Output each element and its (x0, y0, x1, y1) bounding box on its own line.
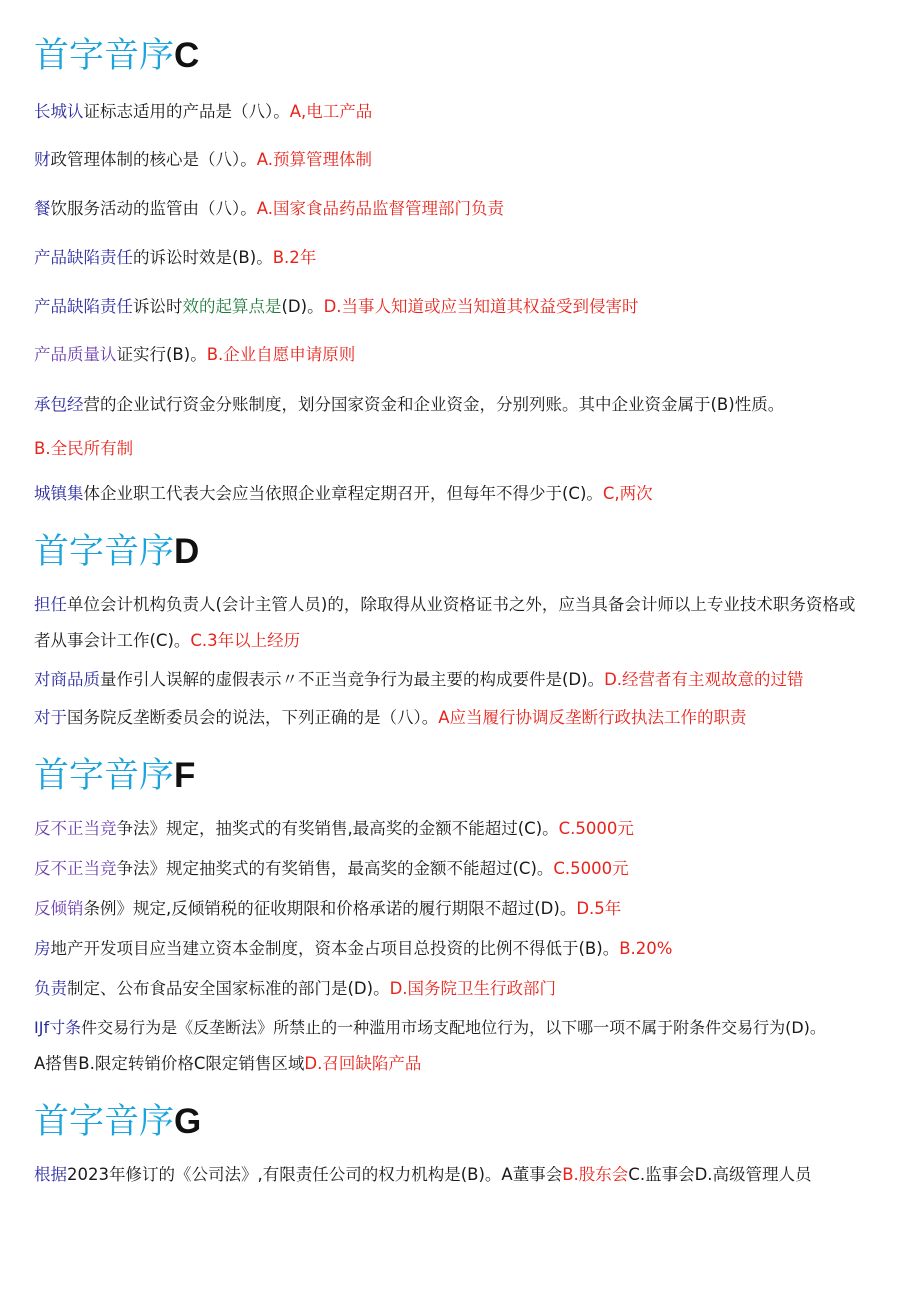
question-lead: 担任 (34, 595, 67, 614)
question-lead: 负责 (34, 979, 67, 998)
question-lead: 产品质量认 (34, 345, 117, 364)
question-text: 量作引人误解的虚假表示〃不正当竞争行为最主要的构成要件是(D)。 (100, 670, 605, 689)
qa-line (34, 148, 372, 172)
question-text: A搭售B.限定转销价格C限定销售区域 (34, 1054, 305, 1073)
question-text: 体企业职工代表大会应当依照企业章程定期召开，但每年不得少于(C)。 (83, 484, 603, 503)
question-lead: 房 (34, 939, 51, 958)
qa-line (34, 482, 653, 506)
qa-line (34, 977, 556, 1001)
answer-text: B.企业自愿申请原则 (206, 345, 356, 364)
qa-line (34, 706, 747, 730)
question-text: 证标志适用的产品是（八）。 (83, 102, 290, 121)
question-text-after: C.监事会D.高级管理人员 (628, 1165, 812, 1184)
qa-line (34, 295, 639, 319)
question-text: 争法》规定，抽奖式的有奖销售,最高奖的金额不能超过(C)。 (116, 819, 559, 838)
question-text: (D)。 (281, 297, 324, 316)
question-text: 单位会计机构负责人(会计主管人员)的，除取得从业资格证书之外，应当具备会计师以上专业技术职务资格或 (67, 595, 856, 614)
question-lead: IJf寸条 (34, 1018, 82, 1037)
heading-letter: D (174, 532, 200, 571)
question-lead: 反不正当竞 (34, 819, 117, 838)
question-text: 制定、公布食品安全国家标准的部门是(D)。 (67, 979, 390, 998)
question-text: 争法》规定抽奖式的有奖销售，最高奖的金额不能超过(C)。 (116, 859, 554, 878)
section-heading-c (34, 34, 199, 78)
answer-text: C.3年以上经历 (190, 631, 301, 650)
heading-letter: C (174, 36, 200, 75)
question-text: 国务院反垄断委员会的说法，下列正确的是（八）。 (67, 708, 439, 727)
question-lead: 财 (34, 150, 51, 169)
qa-line (34, 100, 372, 124)
question-lead: 反不正当竞 (34, 859, 117, 878)
question-text: 件交易行为是《反垄断法》所禁止的一种滥用市场支配地位行为，以下哪一项不属于附条件交易行为(D)。 (81, 1018, 826, 1037)
answer-text: D.当事人知道或应当知道其权益受到侵害时 (323, 297, 639, 316)
answer-text: D.召回缺陷产品 (304, 1054, 422, 1073)
question-text: 政管理体制的核心是（八）。 (50, 150, 257, 169)
answer-text: A应当履行协调反垄断行政执法工作的职责 (438, 708, 747, 727)
answer-text: D.5年 (576, 899, 622, 918)
answer-text: C.5000元 (558, 819, 634, 838)
qa-line (34, 817, 634, 841)
question-text-highlight: 效的起算点是 (182, 297, 282, 316)
qa-line (34, 437, 133, 461)
qa-line (34, 629, 300, 653)
question-text: 地产开发项目应当建立资本金制度，资本金占项目总投资的比例不得低于(B)。 (50, 939, 620, 958)
answer-text: B.全民所有制 (34, 439, 134, 458)
answer-text: D.国务院卫生行政部门 (389, 979, 557, 998)
question-text: 2023年修订的《公司法》,有限责任公司的权力机构是(B)。A董事会 (67, 1165, 563, 1184)
qa-line (34, 593, 855, 617)
heading-text: 首字音序 (34, 532, 175, 572)
question-lead: 承包经 (34, 395, 84, 414)
question-lead: 反倾销 (34, 899, 84, 918)
answer-text: D.经营者有主观故意的过错 (604, 670, 804, 689)
qa-line (34, 857, 629, 881)
answer-text: B.股东会 (562, 1165, 629, 1184)
section-heading-d (34, 530, 199, 574)
qa-line (34, 393, 784, 417)
question-text: 的诉讼时效是(B)。 (133, 248, 273, 267)
section-heading-f (34, 754, 195, 798)
answer-text: C,两次 (602, 484, 653, 503)
question-lead: 城镇集 (34, 484, 84, 503)
question-text-pre: 诉讼时 (133, 297, 183, 316)
qa-line (34, 197, 504, 221)
qa-line (34, 246, 316, 270)
answer-text: B.2年 (272, 248, 317, 267)
question-text: 证实行(B)。 (116, 345, 207, 364)
section-heading-g (34, 1100, 201, 1144)
question-lead: 产品缺陷责任 (34, 248, 133, 267)
answer-text: C.5000元 (553, 859, 629, 878)
question-lead: 长城认 (34, 102, 84, 121)
answer-text: A.国家食品药品监督管理部门负责 (256, 199, 504, 218)
answer-text: A.预算管理体制 (256, 150, 372, 169)
qa-line (34, 897, 621, 921)
qa-line (34, 343, 355, 367)
qa-line (34, 1052, 421, 1076)
question-lead: 根据 (34, 1165, 67, 1184)
question-text: 条例》规定,反倾销税的征收期限和价格承诺的履行期限不超过(D)。 (83, 899, 577, 918)
heading-text: 首字音序 (34, 36, 175, 76)
heading-text: 首字音序 (34, 756, 175, 796)
heading-text: 首字音序 (34, 1102, 175, 1142)
qa-line (34, 937, 672, 961)
question-lead: 对于 (34, 708, 67, 727)
qa-line (34, 1016, 826, 1040)
qa-line (34, 668, 804, 692)
question-text: 饮服务活动的监管由（八）。 (50, 199, 257, 218)
question-lead: 对商品质 (34, 670, 100, 689)
qa-line (34, 1163, 812, 1187)
question-lead: 产品缺陷责任 (34, 297, 133, 316)
answer-text: B.20% (619, 939, 673, 958)
answer-text: A,电工产品 (289, 102, 373, 121)
question-lead: 餐 (34, 199, 51, 218)
question-text: 营的企业试行资金分账制度，划分国家资金和企业资金，分别列账。其中企业资金属于(B)性质。 (83, 395, 785, 414)
question-text: 者从事会计工作(C)。 (34, 631, 191, 650)
heading-letter: F (174, 756, 196, 795)
heading-letter: G (174, 1102, 202, 1141)
